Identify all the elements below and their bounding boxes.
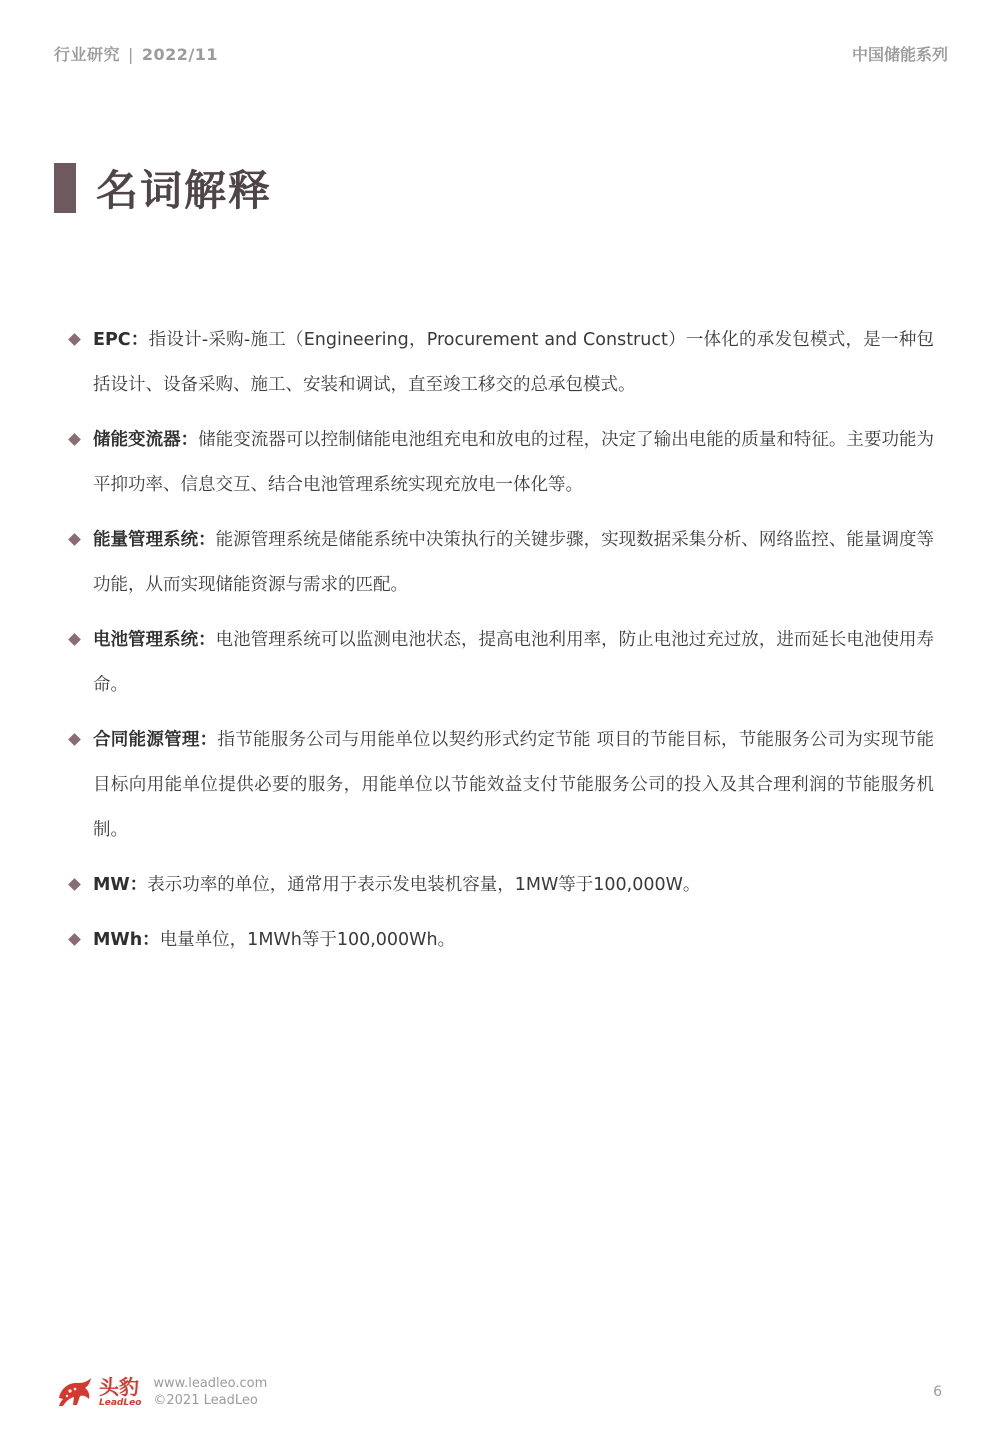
page-number: 6 [933, 1384, 942, 1400]
diamond-bullet-icon [68, 933, 81, 946]
glossary-item-mwh [68, 918, 934, 963]
glossary-item-bms [68, 618, 934, 708]
term-name: EPC： [93, 330, 149, 350]
term-definition: 能源管理系统是储能系统中决策执行的关键步骤，实现数据采集分析、网络监控、能量调度等功能，从而实现储能资源与需求的匹配。 [93, 530, 935, 595]
footer [55, 1372, 267, 1412]
leopard-logo-icon [55, 1372, 95, 1412]
term-definition: 电量单位，1MWh等于100,000Wh。 [159, 930, 456, 950]
copyright: ©2021 LeadLeo [153, 1393, 258, 1408]
term-name: MW： [93, 875, 148, 895]
term-definition: 表示功率的单位，通常用于表示发电装机容量，1MW等于100,000W。 [147, 875, 701, 895]
website-link[interactable]: www.leadleo.com [153, 1376, 268, 1391]
glossary-item-epc [68, 318, 934, 408]
term-name: 合同能源管理： [93, 730, 218, 750]
brand-name-cn: 头豹 [99, 1374, 139, 1399]
glossary-item-ems [68, 518, 934, 608]
term-name: 能量管理系统： [93, 530, 216, 550]
diamond-bullet-icon [68, 733, 81, 746]
glossary-item-mw [68, 863, 934, 908]
glossary-item-pcs [68, 418, 934, 508]
diamond-bullet-icon [68, 878, 81, 891]
page-title: 名词解释 [96, 166, 273, 215]
term-name: 电池管理系统： [93, 630, 216, 650]
section-title [54, 162, 272, 214]
glossary-item-emc [68, 718, 934, 853]
header-series: 中国储能系列 [851, 45, 948, 64]
term-name: MWh： [93, 930, 160, 950]
footer-info [153, 1375, 267, 1409]
diamond-bullet-icon [68, 333, 81, 346]
term-definition: 储能变流器可以控制储能电池组充电和放电的过程，决定了输出电能的质量和特征。主要功能为平抑功率、信息交互、结合电池管理系统实现充放电一体化等。 [93, 430, 935, 495]
diamond-bullet-icon [68, 633, 81, 646]
glossary-list [68, 318, 934, 973]
term-definition: 电池管理系统可以监测电池状态，提高电池利用率，防止电池过充过放，进而延长电池使用寿命。 [93, 630, 935, 695]
header-date: 2022/11 [141, 45, 219, 64]
diamond-bullet-icon [68, 433, 81, 446]
brand-logo-text [99, 1376, 141, 1409]
title-accent-bar [54, 163, 76, 213]
header-separator: | [128, 45, 134, 64]
term-definition: 指节能服务公司与用能单位以契约形式约定节能 项目的节能目标，节能服务公司为实现节能目标向用能单位提供必要的服务，用能单位以节能效益支付节能服务公司的投入及其合理利润的节能服务机制。 [93, 730, 935, 840]
term-name: 储能变流器： [93, 430, 199, 450]
brand-name-en: LeadLeo [99, 1397, 142, 1408]
header-category: 行业研究 [54, 45, 121, 64]
term-definition: 指设计-采购-施工（Engineering，Procurement and Construct）一体化的承发包模式，是一种包括设计、设备采购、施工、安装和调试，直至竣工移交的总承包模式。 [93, 330, 935, 395]
header-category-date [54, 42, 218, 65]
diamond-bullet-icon [68, 533, 81, 546]
